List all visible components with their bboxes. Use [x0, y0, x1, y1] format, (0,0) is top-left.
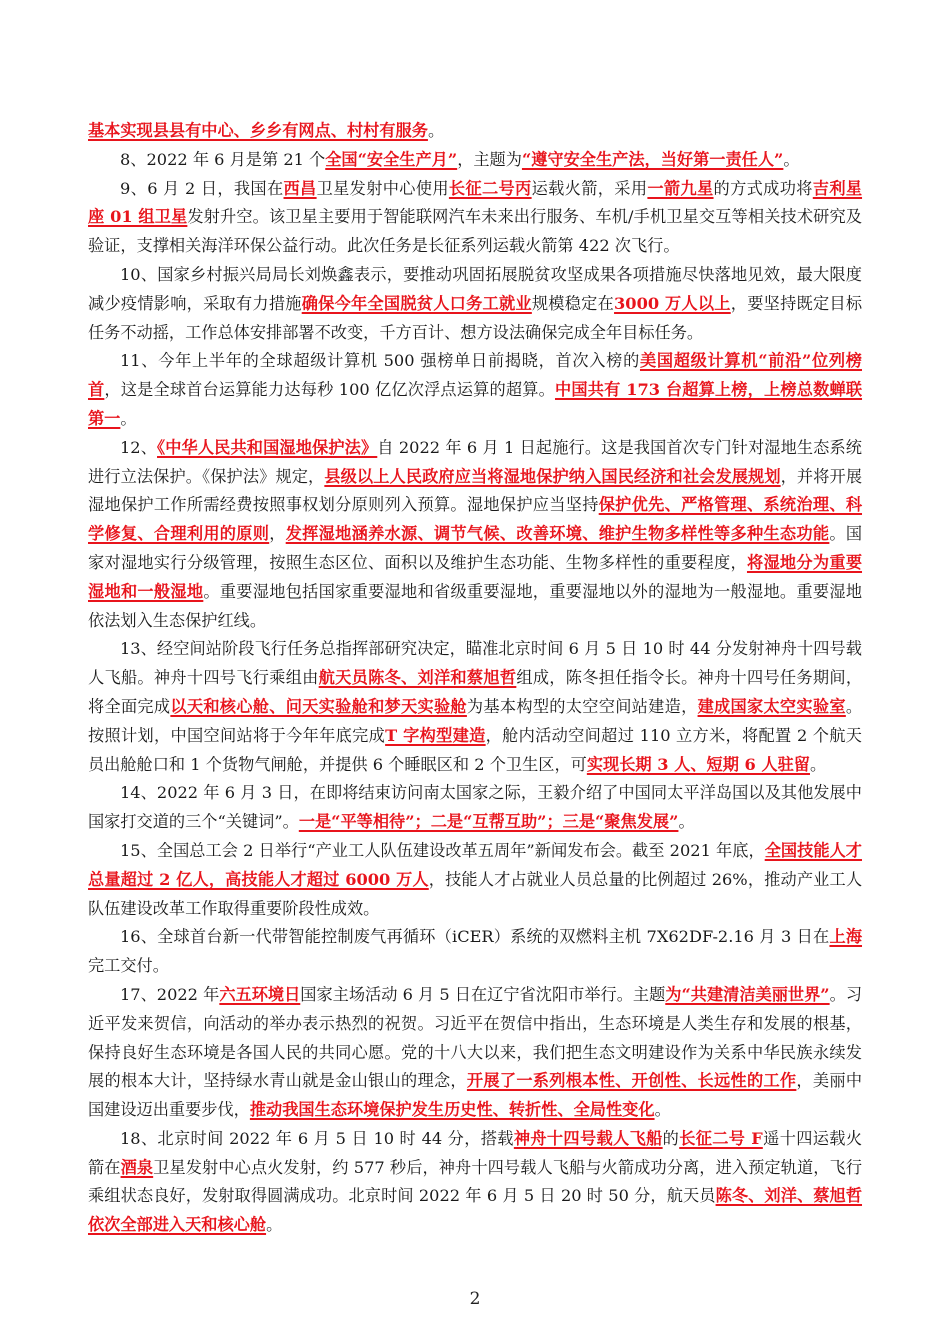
highlighted-key-phrase: 上海 [829, 927, 863, 947]
body-text: 15、全国总工会 2 日举行“产业工人队伍建设改革五周年”新闻发布会。截至 2021 年底， [120, 840, 765, 860]
body-text: 。 [427, 121, 445, 140]
highlighted-key-phrase: 确保今年全国脱贫人口务工就业 [301, 293, 532, 313]
news-paragraph [88, 923, 862, 981]
highlighted-key-phrase: 将湿地分为重要湿地和一般湿地 [88, 552, 863, 601]
body-text: 完工交付。 [88, 956, 169, 976]
body-text: 。重要湿地包括国家重要湿地和省级重要湿地，重要湿地以外的湿地为一般湿地。重要湿地依法划入生态保护红线。 [88, 581, 863, 630]
highlighted-key-phrase: 发挥湿地涵养水源、调节气候、改善环境、维护生物多样性等多种生态功能 [285, 524, 830, 544]
highlighted-key-phrase: 基本实现县县有中心、乡乡有网点、村村有服务 [88, 121, 428, 140]
body-text: ，舱内活动空间超过 110 立方米，将配置 2 个航天员出舱舱口和 1 个货物气闸舱，并提供 6 个睡眠区和 2 个卫生区，可 [88, 725, 862, 774]
body-text: 规模稳定在 [531, 293, 615, 313]
body-text: 10、国家乡村振兴局局长刘焕鑫表示，要推动巩固拓展脱贫攻坚成果各项措施尽快落地见效，最大限度减少疫情影响，采取有力措施 [88, 264, 862, 313]
body-text: 。 [783, 149, 800, 169]
body-text: ，要坚持既定目标任务不动摇，工作总体安排部署不改变，千方百计、想方设法确保完成全年目标任务。 [88, 293, 863, 342]
news-paragraph [88, 981, 862, 1125]
body-text: ，主题为 [457, 149, 522, 169]
highlighted-key-phrase: 西昌 [283, 178, 317, 198]
body-text: 的方式成功将 [713, 178, 813, 198]
highlighted-key-phrase: 全国技能人才总量超过 2 亿人，高技能人才超过 6000 万人 [88, 840, 862, 889]
body-text: 组成，陈冬担任指令长。神舟十四号任务期间，将全面完成 [88, 668, 863, 716]
highlighted-key-phrase: 一箭九星 [647, 178, 714, 198]
highlighted-key-phrase: 航天员陈冬、刘洋和蔡旭哲 [318, 668, 517, 688]
body-text: 。按照计划，中国空间站将于今年年底完成 [88, 696, 863, 745]
highlighted-key-phrase: 建成国家太空实验室 [697, 696, 846, 716]
body-text: 卫星发射中心点火发射，约 577 秒后，神舟十四号载人飞船与火箭成功分离，进入预定轨道，飞行乘组状态良好，发射取得圆满成功。北京时间 2022 年 6 月 5 日 20 时 50 分，航天员 [88, 1157, 863, 1206]
news-paragraph [88, 117, 862, 146]
body-text: 。 [678, 812, 695, 832]
body-text: 。国家对湿地实行分级管理，按照生态区位、面积以及维护生态功能、生物多样性的重要程度， [88, 524, 863, 572]
body-text: ，技能人才占就业人员总量的比例超过 26%，推动产业工人队伍建设改革工作取得重要阶段性成效。 [88, 869, 863, 918]
body-text: 发射升空。该卫星主要用于智能联网汽车未来出行服务、车机/手机卫星交互等相关技术研究及验证，支撑相关海洋环保公益行动。此次任务是长征系列运载火箭第 422 次飞行。 [88, 207, 862, 256]
body-text: ，美丽中国建设迈出重要步伐， [88, 1071, 863, 1120]
highlighted-key-phrase: 长征二号 F [679, 1128, 763, 1148]
news-paragraph [88, 1125, 862, 1240]
highlighted-key-phrase: 酒泉 [120, 1157, 154, 1177]
highlighted-key-phrase: 推动我国生态环境保护发生历史性、转折性、全局性变化 [249, 1100, 655, 1120]
body-text: 的 [662, 1128, 680, 1148]
body-text: 遥十四运载火箭在 [88, 1128, 863, 1177]
body-text: ， [269, 524, 286, 544]
body-text: ，并将开展湿地保护工作所需经费按照事权划分原则列入预算。湿地保护应当坚持 [88, 466, 863, 515]
news-paragraph [88, 261, 862, 347]
highlighted-key-phrase: 县级以上人民政府应当将湿地保护纳入国民经济和社会发展规划 [324, 466, 781, 486]
body-text: 自 2022 年 6 月 1 日起施行。这是我国首次专门针对湿地生态系统进行立法保护。《保护法》规定， [88, 437, 862, 486]
body-text: 18、北京时间 2022 年 6 月 5 日 10 时 44 分，搭载 [120, 1128, 514, 1148]
highlighted-key-phrase: 《中华人民共和国湿地保护法》 [157, 437, 378, 457]
news-paragraph [88, 175, 862, 261]
body-text: 17、2022 年 [120, 984, 220, 1004]
news-paragraph [88, 434, 862, 636]
body-text: 。 [809, 754, 827, 774]
body-text: 运载火箭，采用 [531, 178, 648, 198]
body-text: 8、2022 年 6 月是第 21 个 [120, 149, 326, 169]
highlighted-key-phrase: 神舟十四号载人飞船 [513, 1128, 663, 1148]
highlighted-key-phrase: 全国“安全生产月” [325, 149, 458, 169]
body-text: 。 [266, 1215, 283, 1235]
highlighted-key-phrase: 陈冬、刘洋、蔡旭哲依次全部进入天和核心舱 [88, 1186, 863, 1235]
highlighted-key-phrase: 长征二号丙 [448, 178, 532, 198]
body-text: 。 [120, 408, 137, 428]
body-text: 11、今年上半年的全球超级计算机 500 强榜单日前揭晓，首次入榜的 [120, 351, 640, 371]
news-paragraph [88, 837, 862, 923]
body-text: 12、 [120, 437, 158, 457]
highlighted-key-phrase: 保护优先、严格管理、系统治理、科学修复、合理利用的原则 [88, 495, 863, 544]
page-number: 2 [469, 1289, 481, 1309]
body-text: 。 [654, 1100, 671, 1120]
news-paragraph [88, 635, 862, 779]
highlighted-key-phrase: 以天和核心舱、问天实验舱和梦天实验舱 [170, 696, 467, 716]
body-text: 9、6 月 2 日，我国在 [120, 178, 284, 198]
document-body [88, 117, 862, 1240]
highlighted-key-phrase: “遵守安全生产法，当好第一责任人” [521, 149, 784, 169]
highlighted-key-phrase: 吉利星座 01 组卫星 [88, 178, 863, 227]
body-text: 国家主场活动 6 月 5 日在辽宁省沈阳市举行。主题 [300, 984, 666, 1004]
highlighted-key-phrase: 六五环境日 [219, 984, 301, 1004]
body-text: ，这是全球首台运算能力达每秒 100 亿亿次浮点运算的超算。 [104, 380, 555, 400]
highlighted-key-phrase: 美国超级计算机“前沿”位列榜首 [88, 351, 862, 400]
highlighted-key-phrase: 为“共建清洁美丽世界” [665, 984, 830, 1004]
body-text: 。习近平发来贺信，向活动的举办表示热烈的祝贺。习近平在贺信中指出，生态环境是人类生存和发展的根基，保持良好生态环境是各国人民的共同心愿。党的十八大以来，我们把生态文明建设作为关系中华民族永续发展的根本大计，坚持绿水青山就是金山银山的理念， [88, 984, 863, 1091]
news-paragraph [88, 347, 862, 433]
highlighted-key-phrase: 开展了一系列根本性、开创性、长远性的工作 [466, 1071, 797, 1091]
news-paragraph [88, 146, 862, 175]
highlighted-key-phrase: 中国共有 173 台超算上榜，上榜总数蝉联第一 [88, 380, 863, 428]
body-text: 16、全球首台新一代带智能控制废气再循环（iCER）系统的双燃料主机 7X62DF-2.16 月 3 日在 [120, 927, 830, 947]
highlighted-key-phrase: 实现长期 3 人、短期 6 人驻留 [586, 754, 810, 774]
highlighted-key-phrase: 一是“平等相待”；二是“互帮互助”；三是“聚焦发展” [298, 812, 679, 832]
highlighted-key-phrase: 3000 万人以上 [614, 293, 731, 313]
body-text: 卫星发射中心使用 [316, 178, 449, 198]
body-text: 13、经空间站阶段飞行任务总指挥部研究决定，瞄准北京时间 6 月 5 日 10 时 44 分发射神舟十四号载人飞船。神舟十四号飞行乘组由 [88, 639, 862, 688]
highlighted-key-phrase: T 字构型建造 [385, 725, 486, 745]
news-paragraph [88, 779, 862, 837]
body-text: 14、2022 年 6 月 3 日，在即将结束访问南太国家之际，王毅介绍了中国同太平洋岛国以及其他发展中国家打交道的三个“关键词”。 [88, 783, 862, 832]
body-text: 为基本构型的太空空间站建造， [466, 696, 698, 716]
